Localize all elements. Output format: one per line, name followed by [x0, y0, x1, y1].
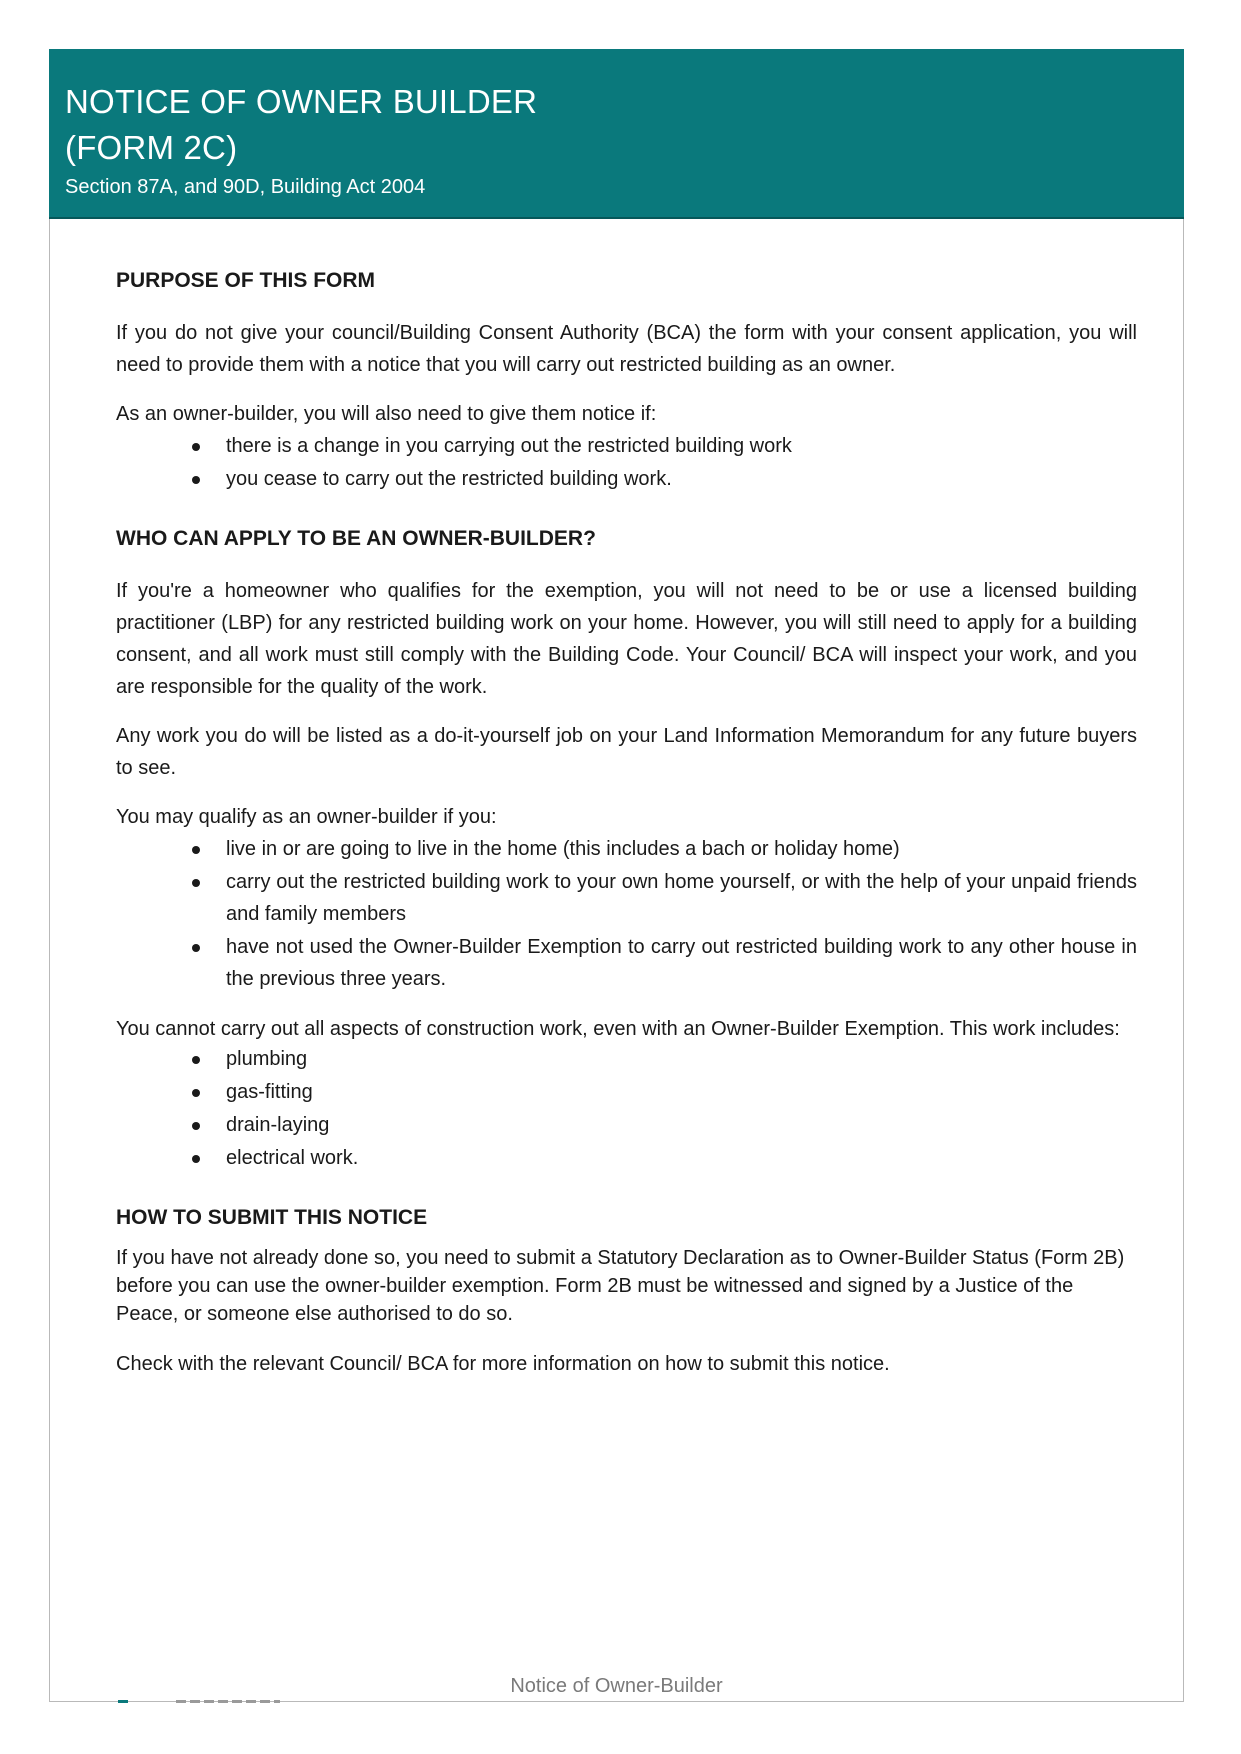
bullet-icon — [192, 443, 200, 451]
who-paragraph-1: If you're a homeowner who qualifies for the exemption, you will not need to be or use a licensed building practitioner (LBP) for any restricted building work on your home. However, you will still need to apply for a building consent, and all work must still comply with the Building Code. Your Council/ BCA will inspect your work, and you are responsible for the quality of the work. — [116, 580, 1137, 698]
who-paragraph-2: Any work you do will be listed as a do-it-yourself job on your Land Information Memorandum for any future buyers to see. — [116, 725, 1137, 779]
submit-heading: HOW TO SUBMIT THIS NOTICE — [116, 1206, 428, 1229]
purpose-paragraph-1: If you do not give your council/Building Consent Authority (BCA) the form with your consent application, you will need to provide them with a notice that you will carry out restricted building as an owner. — [116, 322, 1137, 376]
excluded-work-list — [116, 1043, 1137, 1174]
bullet-icon — [192, 1155, 200, 1163]
form-banner — [49, 49, 1184, 219]
submit-paragraph-2: Check with the relevant Council/ BCA for more information on how to submit this notice. — [116, 1353, 890, 1375]
qualify-list — [116, 833, 1137, 995]
list-item: plumbing — [226, 1043, 1137, 1075]
purpose-section — [116, 265, 1137, 495]
bullet-icon — [192, 1089, 200, 1097]
who-paragraph-4: You cannot carry out all aspects of construction work, even with an Owner-Builder Exemption. This work includes: — [116, 1018, 1120, 1040]
notice-conditions-list — [116, 430, 1137, 495]
submit-section — [116, 1202, 1137, 1380]
list-item: there is a change in you carrying out the restricted building work — [226, 430, 1137, 462]
list-item: drain-laying — [226, 1109, 1137, 1141]
document-body — [116, 265, 1137, 1397]
form-title-line1: NOTICE OF OWNER BUILDER — [65, 83, 538, 120]
list-item: you cease to carry out the restricted building work. — [226, 463, 1137, 495]
who-can-apply-heading: WHO CAN APPLY TO BE AN OWNER-BUILDER? — [116, 527, 596, 550]
page-footer: Notice of Owner-Builder — [510, 1675, 723, 1697]
list-item: live in or are going to live in the home (this includes a bach or holiday home) — [226, 833, 1137, 865]
list-item: gas-fitting — [226, 1076, 1137, 1108]
bullet-icon — [192, 846, 200, 854]
footer-date-mark — [176, 1700, 280, 1703]
bullet-icon — [192, 1122, 200, 1130]
form-title — [65, 79, 1184, 171]
bullet-icon — [192, 944, 200, 952]
list-item: carry out the restricted building work to your own home yourself, or with the help of your unpaid friends and family members — [226, 866, 1137, 930]
bullet-icon — [192, 476, 200, 484]
purpose-heading: PURPOSE OF THIS FORM — [116, 269, 376, 292]
list-item: electrical work. — [226, 1142, 1137, 1174]
who-paragraph-3: You may qualify as an owner-builder if you: — [116, 806, 497, 828]
form-title-line2: (FORM 2C) — [65, 129, 238, 166]
purpose-paragraph-2: As an owner-builder, you will also need to give them notice if: — [116, 403, 657, 425]
bullet-icon — [192, 879, 200, 887]
footer-mark — [118, 1700, 128, 1703]
list-item: have not used the Owner-Builder Exemption to carry out restricted building work to any other house in the previous three years. — [226, 931, 1137, 995]
form-subtitle: Section 87A, and 90D, Building Act 2004 — [65, 176, 426, 198]
who-can-apply-section — [116, 523, 1137, 1174]
submit-paragraph-1: If you have not already done so, you need to submit a Statutory Declaration as to Owner-Builder Status (Form 2B) before you can use the owner-builder exemption. Form 2B must be witnessed and signed by a Justice of the Peace, or someone else authorised to do so. — [116, 1247, 1125, 1325]
bullet-icon — [192, 1056, 200, 1064]
